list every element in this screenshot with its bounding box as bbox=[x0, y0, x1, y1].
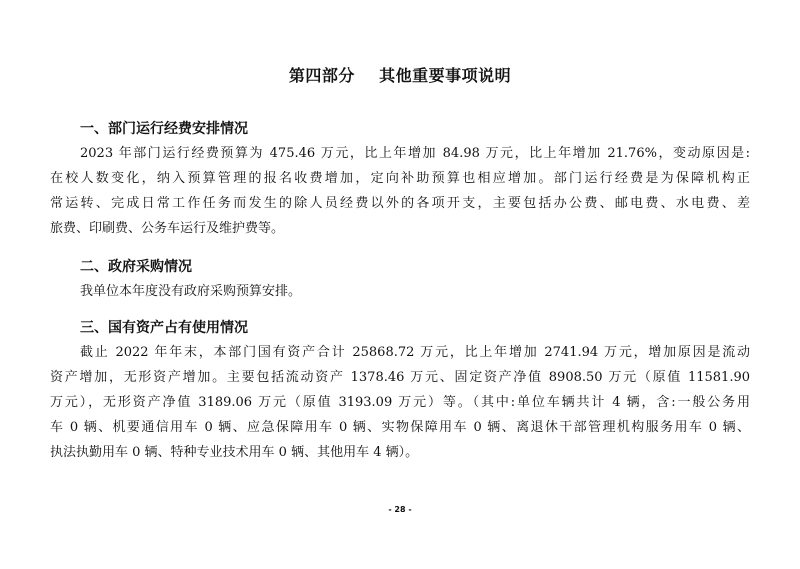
page-title: 第四部分 其他重要事项说明 bbox=[288, 66, 512, 85]
paragraph-line: 截止 2022 年年末，本部门国有资产合计 25868.72 万元，比上年增加 2741.94 万元，增加原因是流动 bbox=[80, 345, 750, 360]
section-heading-government-procurement: 二、政府采购情况 bbox=[80, 259, 192, 275]
paragraph-line: 在校人数变化，纳入预算管理的报名收费增加，定向补助预算也相应增加。部门运行经费是为保障机构正 bbox=[50, 171, 750, 186]
paragraph-line: 我单位本年度没有政府采购预算安排。 bbox=[80, 284, 302, 299]
section-heading-operating-funds: 一、部门运行经费安排情况 bbox=[80, 121, 248, 137]
paragraph-line: 资产增加，无形资产增加。主要包括流动资产 1378.46 万元、固定资产净值 8908.50 万元（原值 11581.90 bbox=[50, 370, 750, 385]
paragraph-line: 常运转、完成日常工作任务而发生的除人员经费以外的各项开支，主要包括办公费、邮电费、水电费、差 bbox=[50, 196, 750, 211]
paragraph-line: 旅费、印刷费、公务车运行及维护费等。 bbox=[50, 221, 285, 236]
page-number: - 28 - bbox=[388, 505, 412, 514]
paragraph-line: 执法执勤用车 0 辆、特种专业技术用车 0 辆、其他用车 4 辆）。 bbox=[50, 445, 419, 460]
section-heading-state-assets: 三、国有资产占有使用情况 bbox=[80, 320, 248, 336]
paragraph-line: 2023 年部门运行经费预算为 475.46 万元，比上年增加 84.98 万元，比上年增加 21.76%，变动原因是: bbox=[80, 146, 750, 161]
paragraph-line: 万元），无形资产净值 3189.06 万元（原值 3193.09 万元）等。（其中:单位车辆共计 4 辆，含:一般公务用 bbox=[50, 395, 750, 410]
paragraph-line: 车 0 辆、机要通信用车 0 辆、应急保障用车 0 辆、实物保障用车 0 辆、离退休干部管理机构服务用车 0 辆、 bbox=[50, 420, 750, 435]
